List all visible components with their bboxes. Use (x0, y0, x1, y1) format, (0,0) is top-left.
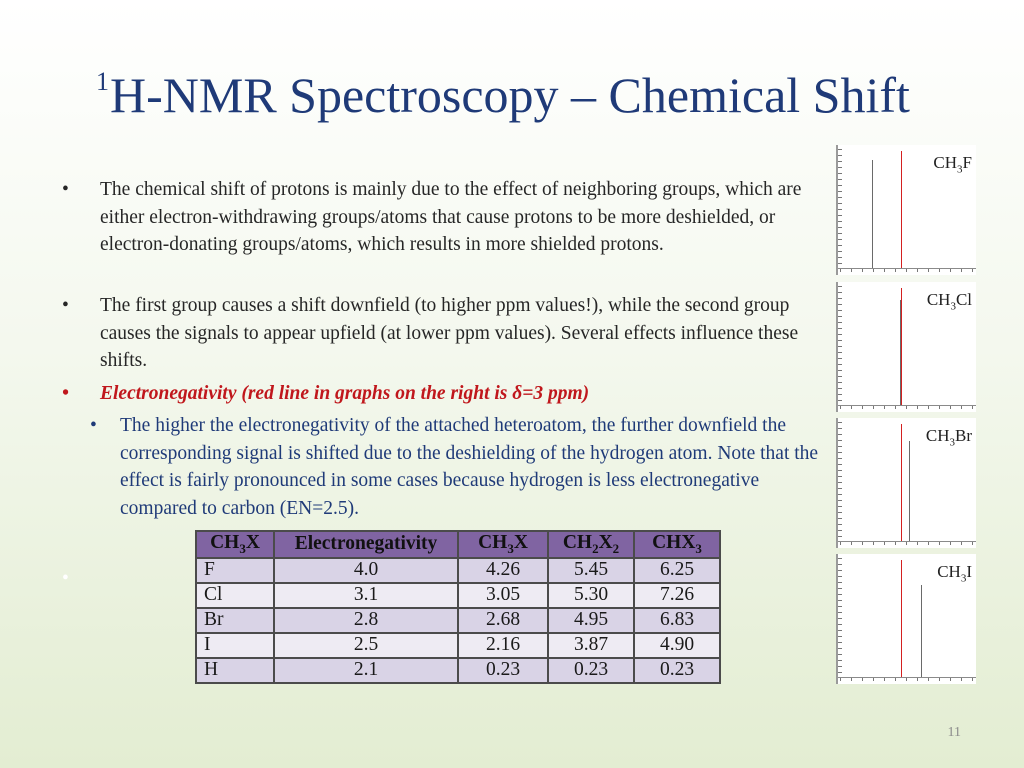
col-header-ch3x-shift: $CH_3X$ (458, 531, 548, 558)
bullet-marker: • (62, 179, 69, 200)
bullet-2 (62, 292, 800, 375)
spectrum-x-ticks (840, 406, 976, 409)
cell-ch2x2: 3.87 (548, 633, 634, 658)
bullet-1 (62, 176, 840, 259)
spectrum-y-ticks (838, 558, 842, 676)
spectrum-ch3f (836, 145, 976, 275)
cell-chx3: 6.25 (634, 558, 720, 583)
spectrum-label: $CH_3F$ (933, 153, 972, 176)
cell-en: 3.1 (274, 583, 458, 608)
cell-halogen: H (196, 658, 274, 683)
spectrum-label: $CH_3Cl$ (926, 290, 972, 313)
bullet-3-text-post: =3 ppm) (522, 383, 590, 404)
reference-line (901, 151, 902, 268)
page-number: 11 (947, 725, 961, 740)
spectrum-peak (872, 160, 873, 268)
spectrum-x-ticks (840, 269, 976, 272)
spectrum-y-ticks (838, 149, 842, 267)
col-header-ch2x2-shift: $CH_2X_2$ (548, 531, 634, 558)
chemical-shift-table (195, 530, 721, 684)
cell-halogen: F (196, 558, 274, 583)
title-superscript: 1 (96, 67, 109, 96)
spectrum-y-ticks (838, 286, 842, 404)
cell-chx3: 7.26 (634, 583, 720, 608)
cell-en: 2.1 (274, 658, 458, 683)
cell-ch2x2: 4.95 (548, 608, 634, 633)
cell-ch2x2: 0.23 (548, 658, 634, 683)
cell-chx3: 4.90 (634, 633, 720, 658)
delta-symbol: δ (512, 383, 523, 404)
bullet-marker: • (62, 568, 69, 589)
sub-bullet-marker: • (90, 415, 97, 436)
table-row (196, 583, 720, 608)
cell-en: 2.5 (274, 633, 458, 658)
cell-en: 4.0 (274, 558, 458, 583)
cell-halogen: Cl (196, 583, 274, 608)
col-header-chx3-shift: $CHX_3$ (634, 531, 720, 558)
bullet-1-text: The chemical shift of protons is mainly due to the effect of neighboring groups, which are either electron-withdrawing groups/atoms that cause protons to be more deshielded, or electron-donating groups/atoms, which results in more shielded protons. (100, 179, 802, 255)
slide-title (96, 66, 910, 124)
spectrum-y-ticks (838, 422, 842, 540)
table-row (196, 633, 720, 658)
spectrum-label: $CH_3Br$ (925, 426, 972, 449)
bullet-marker: • (62, 295, 69, 316)
cell-en: 2.8 (274, 608, 458, 633)
table-row (196, 558, 720, 583)
spectrum-ch3i (836, 554, 976, 684)
cell-ch3x: 2.16 (458, 633, 548, 658)
spectrum-label: $CH_3I$ (937, 562, 972, 585)
spectrum-peak (909, 441, 910, 541)
spectrum-peak (900, 300, 901, 405)
col-header-electronegativity: Electronegativity (274, 531, 458, 558)
spectrum-ch3br (836, 418, 976, 548)
table-row (196, 658, 720, 683)
cell-halogen: I (196, 633, 274, 658)
title-text: H-NMR Spectroscopy – Chemical Shift (110, 67, 910, 123)
sub-bullet-1 (90, 412, 820, 522)
cell-halogen: Br (196, 608, 274, 633)
reference-line (901, 288, 902, 405)
cell-ch3x: 0.23 (458, 658, 548, 683)
spectrum-peak (921, 585, 922, 677)
cell-ch3x: 2.68 (458, 608, 548, 633)
sub-bullet-1-text: The higher the electronegativity of the attached heteroatom, the further downfield the corresponding signal is shifted due to the deshielding of the hydrogen atom. Note that the effect is fairly pronounced in some cases because hydrogen is less electronegative compared to carbon (EN=2.5). (120, 415, 819, 519)
spectrum-x-ticks (840, 678, 976, 681)
reference-line (901, 424, 902, 541)
cell-ch3x: 3.05 (458, 583, 548, 608)
table-header-row (196, 531, 720, 558)
cell-chx3: 0.23 (634, 658, 720, 683)
cell-ch2x2: 5.45 (548, 558, 634, 583)
reference-line (901, 560, 902, 677)
col-header-ch3x: $CH_3X$ (196, 531, 274, 558)
bullet-3-electronegativity (62, 380, 800, 408)
cell-ch2x2: 5.30 (548, 583, 634, 608)
spectrum-ch3cl (836, 282, 976, 412)
bullet-3-text-pre: Electronegativity (red line in graphs on the right is (100, 383, 513, 404)
spectrum-x-ticks (840, 542, 976, 545)
bullet-2-text: The first group causes a shift downfield (to higher ppm values!), while the second group causes the signals to appear upfield (at lower ppm values). Several effects influence these shifts. (100, 295, 799, 371)
cell-chx3: 6.83 (634, 608, 720, 633)
bullet-marker: • (62, 383, 69, 404)
cell-ch3x: 4.26 (458, 558, 548, 583)
table-row (196, 608, 720, 633)
